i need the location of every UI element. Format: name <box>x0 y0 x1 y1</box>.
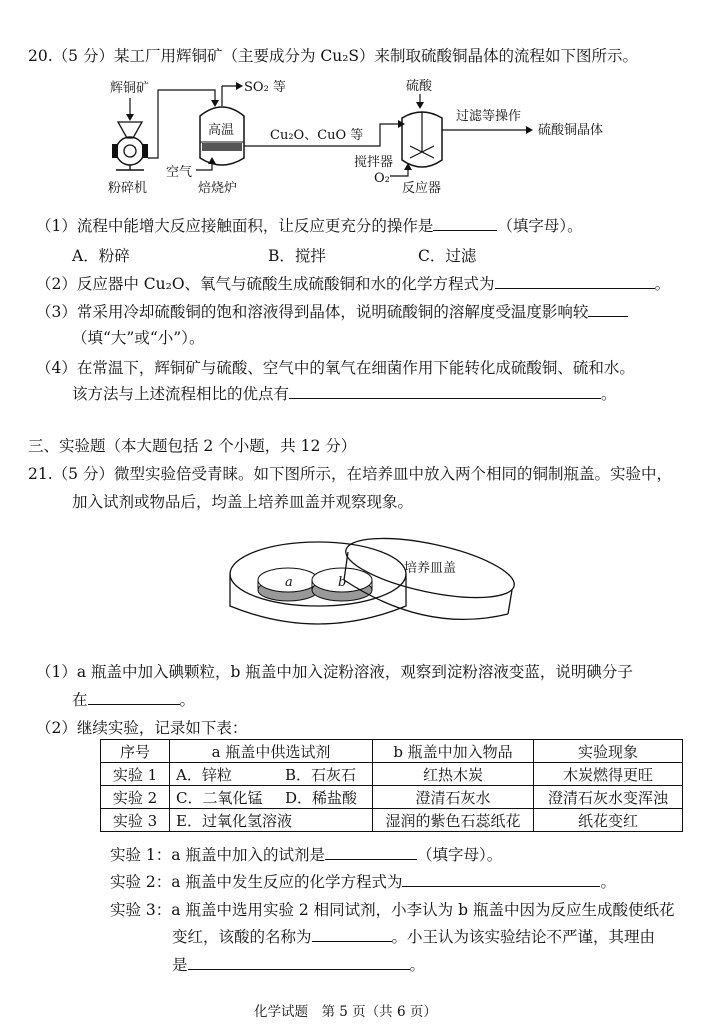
stirrer-label: 搅拌器 <box>354 155 394 170</box>
q21-exp3-line3: 是 。 <box>172 956 426 974</box>
q20-option-c: C．过滤 <box>418 247 477 265</box>
table-row <box>101 786 683 809</box>
table-cell: 纸花变红 <box>534 809 683 832</box>
q21-stem: 21.（5 分）微型实验倍受青睐。如下图所示，在培养皿中放入两个相同的铜制瓶盖。实验中， <box>28 465 672 483</box>
q20-option-b: B．搅拌 <box>268 247 326 265</box>
table-cell: 实验 1 <box>101 763 170 786</box>
table-cell: 木炭燃得更旺 <box>534 763 683 786</box>
answer-blank-20-1[interactable] <box>433 216 497 231</box>
answer-blank-21-e3b[interactable] <box>188 955 410 970</box>
cap-b-label: b <box>338 575 347 590</box>
table-cell: A．锌粒 <box>170 763 279 786</box>
table-cell: C．二氧化锰 <box>170 786 279 809</box>
table-header: 序号 <box>101 740 170 763</box>
table-cell: 澄清石灰水变浑浊 <box>534 786 683 809</box>
table-row <box>101 763 683 786</box>
cap-a-label: a <box>285 575 293 590</box>
q20-sub3-hint: （填“大”或“小”）。 <box>72 329 205 347</box>
page-footer: 化学试题 第 5 页（共 6 页） <box>254 1004 437 1020</box>
product-label: 硫酸铜晶体 <box>538 123 604 138</box>
q20-sub4-line2: 该方法与上述流程相比的优点有 。 <box>72 385 617 403</box>
answer-blank-21-e2[interactable] <box>402 872 600 887</box>
q20-stem: 20.（5 分）某工厂用辉铜矿（主要成分为 Cu₂S）来制取硫酸铜晶体的流程如下图所示。 <box>28 47 639 65</box>
q21-sub1-line2: 在 。 <box>72 691 196 709</box>
acid-label: 硫酸 <box>406 79 433 94</box>
crusher-icon <box>112 122 148 170</box>
q21-sub2: （2）继续实验，记录如下表： <box>36 719 248 737</box>
table-cell: 实验 3 <box>101 809 170 832</box>
o2-label: O₂ <box>374 171 390 186</box>
table-row <box>101 809 683 832</box>
reactor-label: 反应器 <box>402 181 442 196</box>
ore-label: 辉铜矿 <box>110 81 150 96</box>
table-cell: E．过氧化氢溶液 <box>170 809 373 832</box>
table-cell: 实验 2 <box>101 786 170 809</box>
q21-sub1: （1）a 瓶盖中加入碘颗粒，b 瓶盖中加入淀粉溶液，观察到淀粉溶液变蓝，说明碘分子 <box>36 663 633 681</box>
table-cell: 红热木炭 <box>373 763 534 786</box>
reactor-icon <box>402 112 442 167</box>
answer-blank-20-3[interactable] <box>588 302 628 317</box>
answer-blank-20-4[interactable] <box>289 384 601 399</box>
table-header: b 瓶盖中加入物品 <box>373 740 534 763</box>
answer-blank-21-1[interactable] <box>88 690 180 705</box>
answer-blank-21-e3a[interactable] <box>312 927 392 942</box>
air-label: 空气 <box>166 165 193 180</box>
petri-dish-diagram <box>226 524 522 648</box>
lid-label: 培养皿盖 <box>404 561 457 576</box>
oxides-label: Cu₂O、CuO 等 <box>270 128 364 143</box>
table-cell: D．稀盐酸 <box>279 786 373 809</box>
furnace-label: 焙烧炉 <box>198 181 238 196</box>
q20-sub1: （1）流程中能增大反应接触面积，让反应更充分的操作是 （填字母）。 <box>36 217 583 235</box>
table-header: a 瓶盖中供选试剂 <box>170 740 373 763</box>
q20-option-a: A．粉碎 <box>72 247 130 265</box>
q20-sub4: （4）在常温下，辉铜矿与硫酸、空气中的氧气在细菌作用下能转化成硫酸铜、硫和水。 <box>36 359 635 377</box>
q21-stem-line2: 加入试剂或物品后，均盖上培养皿盖并观察现象。 <box>72 493 414 511</box>
table-header: 实验现象 <box>534 740 683 763</box>
q21-exp2: 实验 2：a 瓶盖中发生反应的化学方程式为 。 <box>110 873 616 891</box>
table-cell: 湿润的紫色石蕊纸花 <box>373 809 534 832</box>
high-temp-label: 高温 <box>208 123 235 138</box>
q20-sub2: （2）反应器中 Cu₂O、氧气与硫酸生成硫酸铜和水的化学方程式为 。 <box>36 275 671 293</box>
experiment-table <box>100 739 683 832</box>
filter-label: 过滤等操作 <box>456 109 522 124</box>
answer-blank-21-e1[interactable] <box>325 845 417 860</box>
table-cell: B．石灰石 <box>279 763 373 786</box>
answer-blank-20-2[interactable] <box>495 274 655 289</box>
q21-exp3: 实验 3：a 瓶盖中选用实验 2 相同试剂，小李认为 b 瓶盖中因为反应生成酸使纸花 <box>110 901 675 919</box>
crusher-label: 粉碎机 <box>108 181 148 196</box>
section-title: 三、实验题（本大题包括 2 个小题，共 12 分） <box>28 437 357 455</box>
table-header-row <box>101 740 683 763</box>
table-cell: 澄清石灰水 <box>373 786 534 809</box>
q20-sub3: （3）常采用冷却硫酸铜的饱和溶液得到晶体，说明硫酸铜的溶解度受温度影响较 <box>36 300 628 322</box>
q21-exp1: 实验 1：a 瓶盖中加入的试剂是 （填字母）。 <box>110 846 503 864</box>
q20-process-diagram <box>90 76 650 200</box>
so2-label: SO₂ 等 <box>244 80 286 95</box>
q21-exp3-line2: 变红，该酸的名称为 。小王认为该实验结论不严谨，其理由 <box>172 928 656 946</box>
